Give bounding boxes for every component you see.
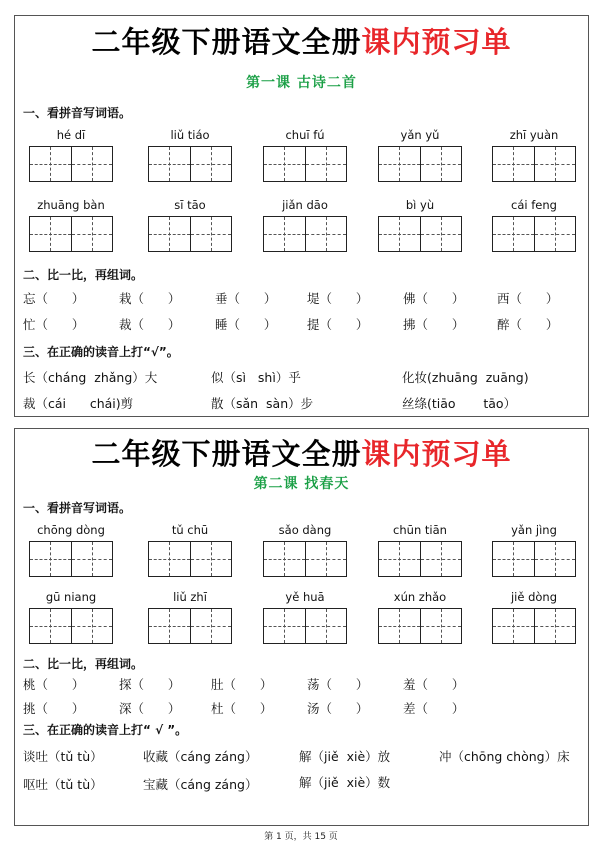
writing-grid[interactable]	[492, 216, 576, 252]
worksheet-lesson-1	[14, 15, 589, 417]
compare-item: 西（ ）	[497, 291, 559, 306]
writing-grid[interactable]	[378, 146, 462, 182]
pinyin-label: chūn tiān	[393, 523, 447, 537]
reading-item[interactable]: 似（sì shì）乎	[211, 370, 301, 385]
reading-item[interactable]: 长（cháng zhǎng）大	[23, 370, 158, 385]
pinyin-label: yě huā	[285, 590, 325, 604]
section-pinyin-heading: 一、看拼音写词语。	[23, 501, 132, 515]
pinyin-label: zhuāng bàn	[37, 198, 105, 212]
pinyin-label: zhī yuàn	[509, 128, 559, 142]
writing-grid[interactable]	[148, 146, 232, 182]
compare-item: 羞（ ）	[403, 677, 465, 692]
writing-grid[interactable]	[148, 608, 232, 644]
pinyin-label: jiǎn dāo	[282, 198, 328, 212]
compare-item: 杜（ ）	[211, 701, 273, 716]
compare-item: 汤（ ）	[307, 701, 369, 716]
pinyin-label: cái feng	[511, 198, 557, 212]
page-footer: 第 1 页，共 15 页	[264, 832, 338, 842]
writing-grid[interactable]	[378, 541, 462, 577]
writing-grid[interactable]	[29, 608, 113, 644]
pinyin-label: tǔ chū	[171, 523, 209, 537]
compare-item: 忘（ ）	[23, 291, 85, 306]
writing-grid[interactable]	[29, 216, 113, 252]
pinyin-label: liǔ zhī	[173, 590, 207, 604]
worksheet-title: 二年级下册语文全册课内预习单	[91, 25, 512, 59]
writing-grid[interactable]	[263, 608, 347, 644]
compare-item: 挑（ ）	[23, 701, 85, 716]
writing-grid[interactable]	[492, 146, 576, 182]
reading-item[interactable]: 收藏（cáng záng）	[143, 749, 258, 764]
writing-grid[interactable]	[148, 541, 232, 577]
lesson-title: 第一课 古诗二首	[246, 75, 357, 91]
compare-item: 差（ ）	[403, 701, 465, 716]
compare-item: 栽（ ）	[119, 291, 181, 306]
writing-grid[interactable]	[263, 146, 347, 182]
pinyin-label: bì yù	[405, 198, 435, 212]
pinyin-label: jiě dòng	[510, 590, 558, 604]
compare-item: 裁（ ）	[119, 317, 181, 332]
pinyin-label: gū niang	[45, 590, 97, 604]
pinyin-label: sǎo dàng	[278, 523, 332, 537]
pinyin-label: hé dī	[56, 128, 86, 142]
writing-grid[interactable]	[378, 608, 462, 644]
compare-item: 堤（ ）	[307, 291, 369, 306]
writing-grid[interactable]	[492, 608, 576, 644]
section-reading-heading: 三、在正确的读音上打“ √ ”。	[23, 723, 188, 737]
compare-item: 忙（ ）	[23, 317, 85, 332]
compare-item: 佛（ ）	[403, 291, 465, 306]
reading-item[interactable]: 冲（chōng chòng）床	[439, 749, 570, 764]
pinyin-label: chuī fú	[285, 128, 325, 142]
compare-item: 睡（ ）	[215, 317, 277, 332]
pinyin-label: yǎn yǔ	[400, 128, 440, 142]
writing-grid[interactable]	[29, 146, 113, 182]
writing-grid[interactable]	[29, 541, 113, 577]
compare-item: 深（ ）	[119, 701, 181, 716]
lesson-title: 第二课 找春天	[253, 476, 350, 492]
writing-grid[interactable]	[378, 216, 462, 252]
reading-item[interactable]: 散（sǎn sàn）步	[211, 396, 314, 411]
pinyin-label: yǎn jìng	[511, 523, 557, 537]
reading-item[interactable]: 丝绦(tiāo tāo）	[402, 396, 517, 411]
compare-item: 荡（ ）	[307, 677, 369, 692]
section-reading-heading: 三、在正确的读音上打“√”。	[23, 345, 179, 359]
compare-item: 提（ ）	[307, 317, 369, 332]
reading-item[interactable]: 化妆(zhuāng zuāng)	[402, 370, 529, 385]
compare-item: 醉（ ）	[497, 317, 559, 332]
worksheet-lesson-2	[14, 428, 589, 826]
reading-item[interactable]: 解（jiě xiè）数	[299, 775, 391, 790]
compare-item: 肚（ ）	[211, 677, 273, 692]
section-compare-heading: 二、比一比，再组词。	[23, 657, 144, 671]
reading-item[interactable]: 谈吐（tǔ tù）	[23, 749, 103, 764]
pinyin-label: xún zhǎo	[393, 590, 447, 604]
reading-item[interactable]: 宝藏（cáng záng）	[143, 777, 258, 792]
reading-item[interactable]: 裁（cái chái)剪	[23, 396, 134, 411]
compare-item: 桃（ ）	[23, 677, 85, 692]
section-compare-heading: 二、比一比，再组词。	[23, 268, 144, 282]
writing-grid[interactable]	[263, 216, 347, 252]
pinyin-label: sī tāo	[174, 198, 206, 212]
pinyin-label: chōng dòng	[37, 523, 105, 537]
writing-grid[interactable]	[148, 216, 232, 252]
compare-item: 拂（ ）	[403, 317, 465, 332]
worksheet-title: 二年级下册语文全册课内预习单	[91, 437, 512, 471]
writing-grid[interactable]	[492, 541, 576, 577]
compare-item: 探（ ）	[119, 677, 181, 692]
reading-item[interactable]: 呕吐（tǔ tù）	[23, 777, 103, 792]
section-pinyin-heading: 一、看拼音写词语。	[23, 106, 132, 120]
pinyin-label: liǔ tiáo	[170, 128, 210, 142]
reading-item[interactable]: 解（jiě xiè）放	[299, 749, 391, 764]
writing-grid[interactable]	[263, 541, 347, 577]
compare-item: 垂（ ）	[215, 291, 277, 306]
